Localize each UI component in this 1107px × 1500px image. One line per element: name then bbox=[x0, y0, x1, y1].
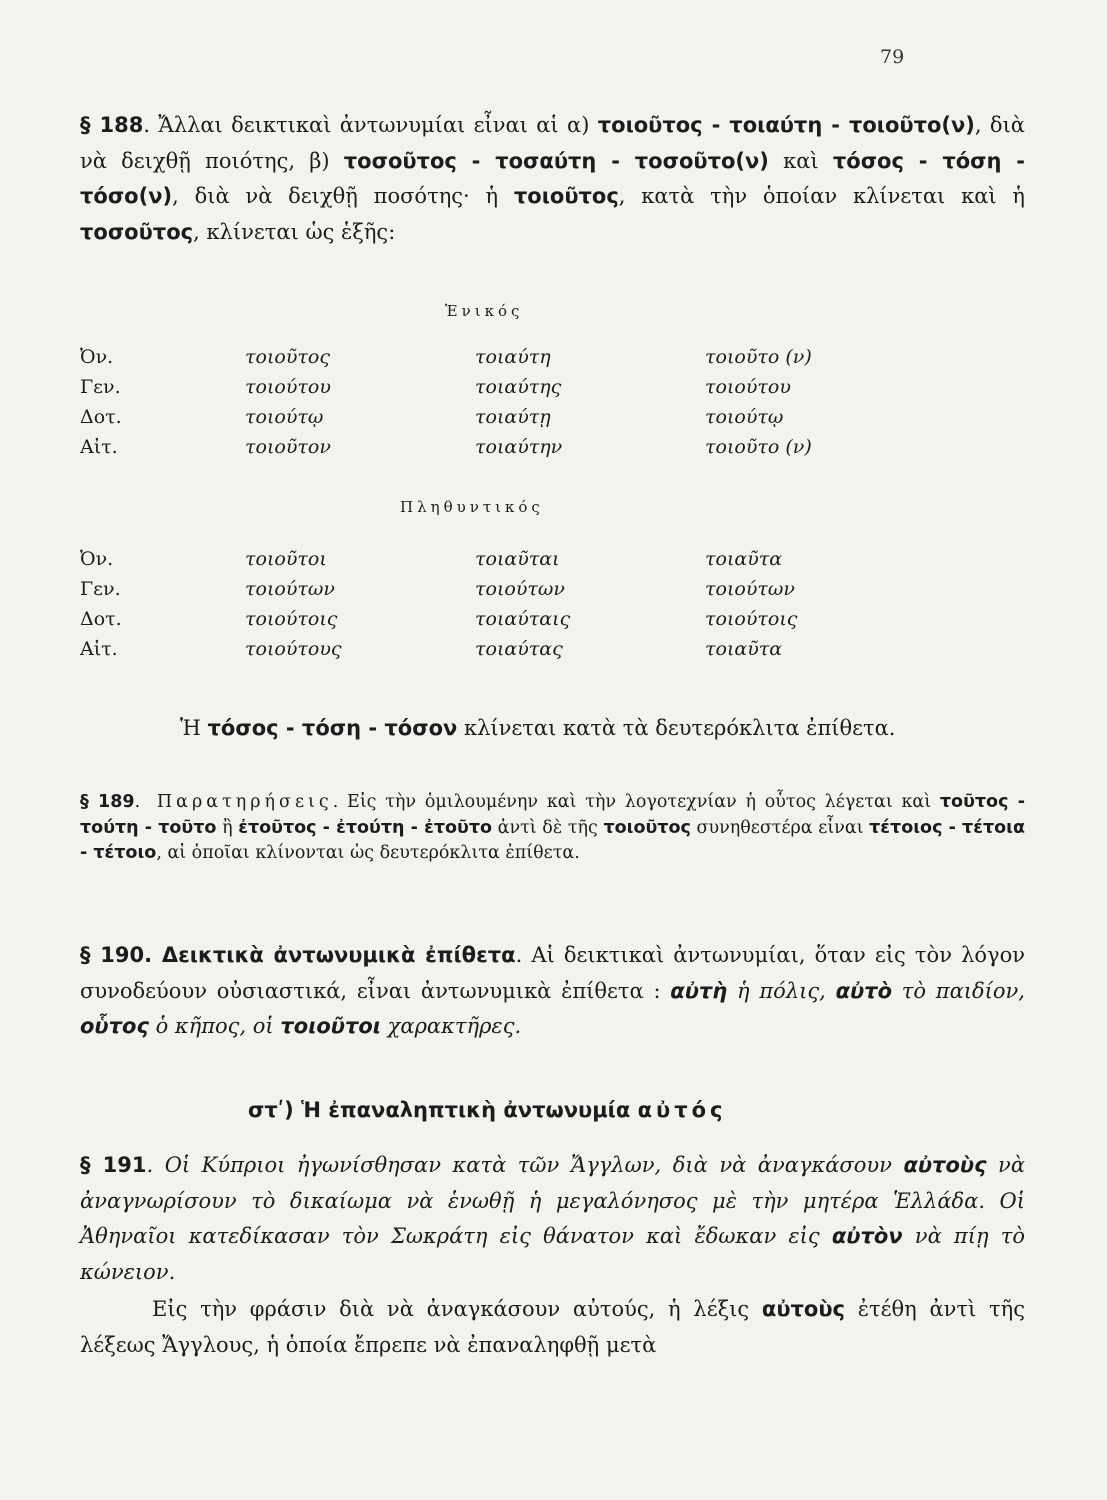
paragraph-191-continued: Εἰς τὴν φράσιν διὰ νὰ ἀναγκάσουν αὐτούς, ἡ λέξις αὐτοὺς ἐτέθη ἀντὶ τῆς λέξεως Ἄγγλους, ἡ ὁποία ἔπρεπε νὰ ἐπαναληφθῇ μετὰ bbox=[80, 1297, 1025, 1357]
table-row: Δοτ. τοιούτῳ τοιαύτῃ τοιούτῳ bbox=[80, 406, 784, 428]
table-row: Αἰτ. τοιοῦτον τοιαύτην τοιοῦτο (ν) bbox=[80, 436, 812, 458]
paragraph-190: § 190. Δεικτικὰ ἀντωνυμικὰ ἐπίθετα. Αἱ δεικτικαὶ ἀντωνυμίαι, ὅταν εἰς τὸν λόγον συνοδεύουν οὐσιαστικά, εἶναι ἀντωνυμικὰ ἐπίθετα : αὐτὴ ἡ πόλις, αὐτὸ τὸ παιδίον, οὗτος ὁ κῆπος, οἱ τοιοῦτοι χαρακτῆρες. bbox=[80, 943, 1025, 1038]
section-number: § 191 bbox=[80, 1153, 147, 1177]
table-row: Δοτ. τοιούτοις τοιαύταις τοιούτοις bbox=[80, 608, 798, 630]
section-number: § 188 bbox=[80, 113, 144, 137]
toso-declension-note: Ἡ τόσος - τόση - τόσον κλίνεται κατὰ τὰ δευτερόκλιτα ἐπίθετα. bbox=[180, 716, 896, 740]
section-number: § 189 bbox=[80, 792, 135, 812]
table-row: Γεν. τοιούτων τοιούτων τοιούτων bbox=[80, 578, 795, 600]
table-row: Αἰτ. τοιούτους τοιαύτας τοιαῦτα bbox=[80, 638, 783, 660]
table-row: Ὀν. τοιοῦτος τοιαύτη τοιοῦτο (ν) bbox=[80, 346, 812, 368]
singular-heading: Ἑνικός bbox=[445, 302, 524, 320]
section-title: . Δεικτικὰ ἀντωνυμικὰ ἐπίθετα bbox=[144, 943, 516, 967]
paragraph-188: § 188. Ἄλλαι δεικτικαὶ ἀντωνυμίαι εἶναι αἱ α) τοιοῦτος - τοιαύτη - τοιοῦτο(ν), διὰ νὰ δειχθῇ ποιότης, β) τοσοῦτος - τοσαύτη - τοσοῦτο(ν) καὶ τόσος - τόση - τόσο(ν), διὰ νὰ δειχθῇ ποσότης· ἡ τοιοῦτος, κατὰ τὴν ὁποίαν κλίνεται καὶ ἡ τοσοῦτος, κλίνεται ὡς ἑξῆς: bbox=[80, 113, 1026, 244]
plural-heading: Πληθυντικός bbox=[400, 498, 544, 516]
table-row: Γεν. τοιούτου τοιαύτης τοιούτου bbox=[80, 376, 791, 398]
subsection-heading: στʹ) Ἡ ἐπαναληπτικὴ ἀντωνυμία αὐτός bbox=[248, 1098, 727, 1122]
page-number: 79 bbox=[880, 46, 905, 68]
paragraph-191: § 191. Οἱ Κύπριοι ἠγωνίσθησαν κατὰ τῶν Ἄγγλων, διὰ νὰ ἀναγκάσουν αὐτοὺς νὰ ἀναγνωρίσουν τὸ δικαίωμα νὰ ἑνωθῇ ἡ μεγαλόνησος μὲ τὴν μητέρα Ἑλλάδα. Οἱ Ἀθηναῖοι κατεδίκασαν τὸν Σωκράτη εἰς θάνατον καὶ ἔδωκαν εἰς αὐτὸν νὰ πίῃ τὸ κώνειον. bbox=[80, 1153, 1026, 1284]
paragraph-189: § 189. Παρατηρήσεις. Εἰς τὴν ὁμιλουμένην καὶ τὴν λογοτεχνίαν ἡ οὗτος λέγεται καὶ τοῦτος - τούτη - τοῦτο ἢ ἐτοῦτος - ἐτούτη - ἐτοῦτο ἀντὶ δὲ τῆς τοιοῦτος συνηθεστέρα εἶναι τέτοιος - τέτοια - τέτοιο, αἱ ὁποῖαι κλίνονται ὡς δευτερόκλιτα ἐπίθετα. bbox=[80, 792, 1026, 863]
table-row: Ὀν. τοιοῦτοι τοιαῦται τοιαῦτα bbox=[80, 548, 783, 570]
section-number: § 190 bbox=[80, 943, 145, 967]
